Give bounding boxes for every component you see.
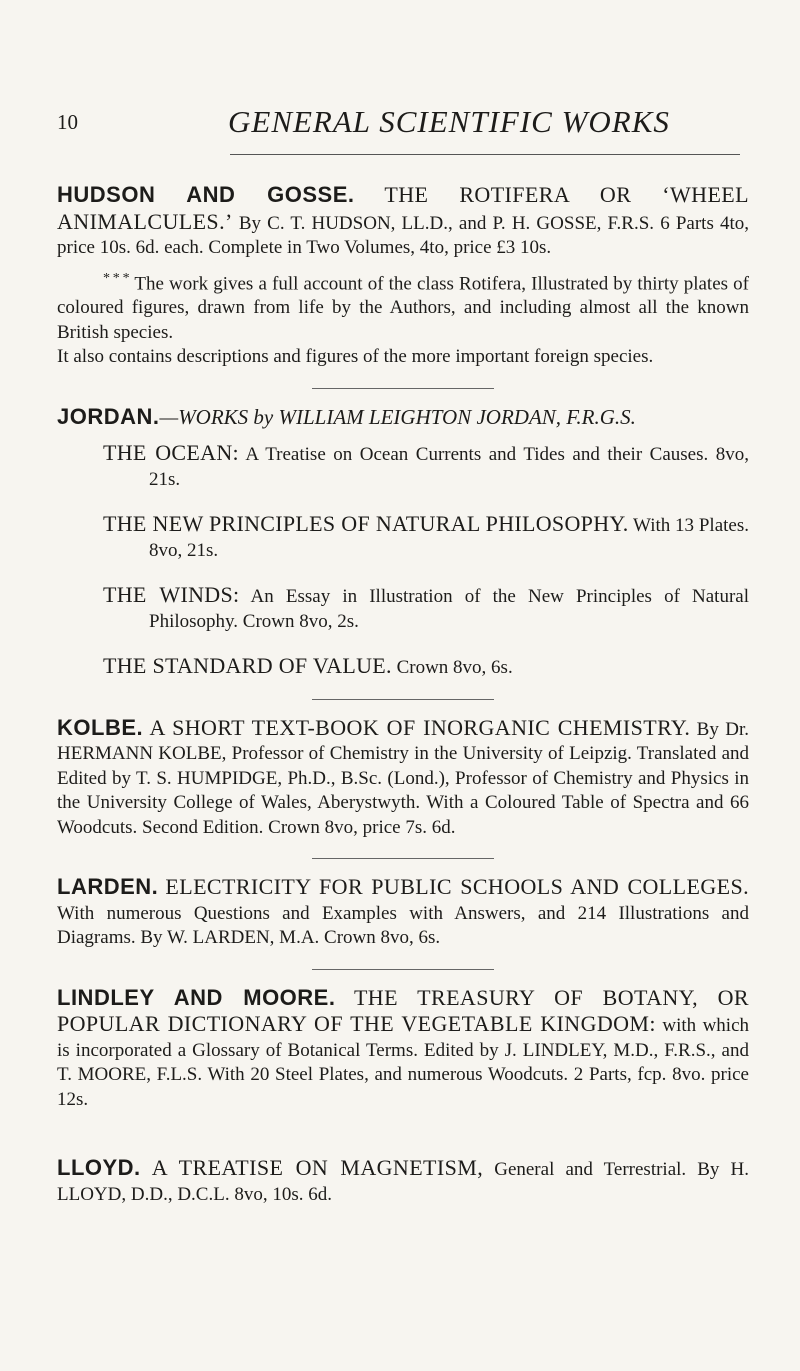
book-item [103,512,749,563]
entry-lindley-moore [57,986,749,1113]
book-details: A Treatise on Ocean Currents and Tides and their Causes. 8vo, 21s. [149,444,750,490]
book-details: An Essay in Illustration of the New Principles of Natural Philosophy. Crown 8vo, 2s. [149,586,749,632]
entry-lindley-main [57,986,749,1113]
book-details: with which is incorporated a Glossary of Botanical Terms. Edited by J. LINDLEY, M.D., F.R.S., and T. MOORE, F.L.S. With 20 Steel Plates, and numerous Woodcuts. 2 Parts, fcp. 8vo. price 12s. [57,1015,750,1110]
page-header [0,104,800,150]
entry-head: LLOYD. [57,1155,141,1181]
entry-larden [57,875,749,951]
book-details: With 13 Plates. 8vo, 21s. [149,515,749,561]
entry-kolbe-main [57,716,749,841]
header-rule [230,154,740,155]
entry-head: JORDAN. [57,403,160,429]
book-title: THE NEW PRINCIPLES OF NATURAL PHILOSOPHY. [103,511,629,537]
entry-head: LARDEN. [57,874,159,900]
book-title: A TREATISE ON MAGNETISM, [151,1155,484,1181]
book-details: By Dr. HERMANN KOLBE, Professor of Chemistry in the University of Leipzig. Translated and Edited by T. S. HUMPIDGE, Ph.D., B.Sc. (Lond.), Professor of Chemistry and Physics in the University College of Wales, Aberystwyth. With a Coloured Table of Spectra and 66 Woodcuts. Second Edition. Crown 8vo, price 7s. 6d. [57,718,749,838]
book-title: THE TREASURY OF BOTANY, OR POPULAR DICTIONARY OF THE VEGETABLE KINGDOM: [57,984,749,1037]
catalogue-content [57,183,749,1207]
book-title: ELECTRICITY FOR PUBLIC SCHOOLS AND COLLEGES. [165,874,749,900]
entry-lloyd [57,1156,749,1207]
separator-rule [312,969,494,970]
entry-lloyd-main [57,1156,749,1207]
entry-hudson-main [57,183,749,261]
entry-kolbe [57,716,749,841]
book-item [103,654,749,681]
book-list [57,441,749,681]
book-details: With numerous Questions and Examples with Answers, and 214 Illustrations and Diagrams. By W. LARDEN, M.A. Crown 8vo, 6s. [57,902,749,949]
entry-head: HUDSON AND GOSSE. [57,182,355,207]
book-title: THE OCEAN: [103,440,239,466]
page-number: 10 [57,110,78,134]
separator-rule [312,699,494,700]
book-title: THE WINDS: [103,582,240,608]
entry-note [57,267,749,346]
book-title: THE STANDARD OF VALUE. [103,653,392,679]
entry-hudson-gosse [57,183,749,370]
running-title: GENERAL SCIENTIFIC WORKS [228,104,670,139]
book-title: A SHORT TEXT-BOOK OF INORGANIC CHEMISTRY. [149,714,691,740]
entry-head: LINDLEY AND MOORE. [57,984,336,1010]
entry-jordan-head [57,405,749,432]
book-title: THE ROTIFERA OR ‘WHEEL ANIMALCULES.’ [57,182,749,234]
entry-larden-main [57,875,749,951]
asterism: * * * [103,270,130,286]
book-details: By C. T. HUDSON, LL.D., and P. H. GOSSE, F.R.S. 6 Parts 4to, price 10s. 6d. each. Complete in Two Volumes, 4to, price £3 10s. [57,212,750,258]
book-item [103,441,749,492]
book-item [103,583,749,634]
entry-jordan [57,405,749,681]
separator-rule [312,858,494,859]
entry-head: KOLBE. [57,714,144,740]
note-text: The work gives a full account of the class Rotifera, Illustrated by thirty plates of coloured figures, drawn from life by the Authors, and including almost all the known British species. [57,272,749,343]
entry-note-2: It also contains descriptions and figures of the more important foreign species. [57,346,654,368]
book-details: General and Terrestrial. By H. LLOYD, D.D., D.C.L. 8vo, 10s. 6d. [57,1159,749,1205]
separator-rule [312,388,494,389]
book-details: Crown 8vo, 6s. [396,657,513,679]
author-works-line: —WORKS by WILLIAM LEIGHTON JORDAN, F.R.G.S. [159,404,636,429]
